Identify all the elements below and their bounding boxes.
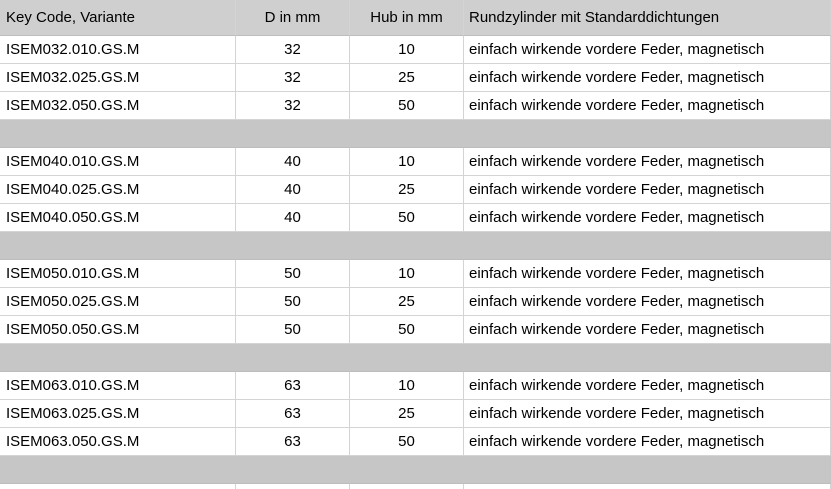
stroke-cell[interactable]: 50	[350, 204, 464, 232]
diameter-cell[interactable]: 63	[236, 372, 350, 400]
stroke-cell[interactable]: 50	[350, 316, 464, 344]
stroke-cell[interactable]: 50	[350, 92, 464, 120]
description-cell[interactable]: einfach wirkende vordere Feder, magnetisch	[464, 204, 831, 232]
diameter-cell[interactable]: 63	[236, 428, 350, 456]
diameter-cell[interactable]: 63	[236, 400, 350, 428]
description-cell[interactable]: einfach wirkende vordere Feder, magnetisch	[464, 260, 831, 288]
header-key-code[interactable]: Key Code, Variante	[0, 0, 236, 36]
key-code-cell[interactable]: ISEM063.050.GS.M	[0, 428, 236, 456]
header-diameter[interactable]: D in mm	[236, 0, 350, 36]
separator-cell[interactable]	[236, 232, 350, 260]
stroke-cell[interactable]: 25	[350, 176, 464, 204]
description-cell[interactable]: einfach wirkende vordere Feder, magnetisch	[464, 64, 831, 92]
description-cell[interactable]: einfach wirkende vordere Feder, magnetisch	[464, 316, 831, 344]
separator-cell[interactable]	[0, 456, 236, 484]
stroke-cell[interactable]: 25	[350, 64, 464, 92]
key-code-cell[interactable]: ISEM040.010.GS.M	[0, 148, 236, 176]
description-cell[interactable]: einfach wirkende vordere Feder, magnetisch	[464, 428, 831, 456]
separator-cell[interactable]	[0, 232, 236, 260]
description-cell[interactable]: einfach wirkende vordere Feder, magnetisch	[464, 148, 831, 176]
description-cell[interactable]: einfach wirkende vordere Feder, magnetisch	[464, 36, 831, 64]
diameter-cell[interactable]: 40	[236, 176, 350, 204]
description-cell[interactable]: einfach wirkende vordere Feder, magnetisch	[464, 400, 831, 428]
key-code-cell[interactable]: ISEM032.050.GS.M	[0, 92, 236, 120]
stroke-cell[interactable]: 25	[350, 288, 464, 316]
description-cell[interactable]: einfach wirkende vordere Feder, magnetisch	[464, 372, 831, 400]
stroke-cell[interactable]: 10	[350, 36, 464, 64]
stroke-cell[interactable]: 50	[350, 428, 464, 456]
stroke-cell[interactable]: 10	[350, 372, 464, 400]
key-code-cell[interactable]: ISEM050.025.GS.M	[0, 288, 236, 316]
separator-cell[interactable]	[464, 456, 831, 484]
separator-cell[interactable]	[350, 120, 464, 148]
stroke-cell[interactable]: 25	[350, 400, 464, 428]
description-cell[interactable]: einfach wirkende vordere Feder, magnetisch	[464, 92, 831, 120]
separator-cell[interactable]	[350, 344, 464, 372]
key-code-cell[interactable]: ISEM040.050.GS.M	[0, 204, 236, 232]
empty-cell[interactable]	[236, 484, 350, 489]
key-code-cell[interactable]: ISEM032.025.GS.M	[0, 64, 236, 92]
key-code-cell[interactable]: ISEM063.010.GS.M	[0, 372, 236, 400]
diameter-cell[interactable]: 50	[236, 288, 350, 316]
key-code-cell[interactable]: ISEM032.010.GS.M	[0, 36, 236, 64]
separator-cell[interactable]	[464, 232, 831, 260]
key-code-cell[interactable]: ISEM050.010.GS.M	[0, 260, 236, 288]
empty-cell[interactable]	[464, 484, 831, 489]
diameter-cell[interactable]: 50	[236, 316, 350, 344]
description-cell[interactable]: einfach wirkende vordere Feder, magnetisch	[464, 176, 831, 204]
description-cell[interactable]: einfach wirkende vordere Feder, magnetisch	[464, 288, 831, 316]
stroke-cell[interactable]: 10	[350, 148, 464, 176]
diameter-cell[interactable]: 50	[236, 260, 350, 288]
diameter-cell[interactable]: 32	[236, 92, 350, 120]
empty-cell[interactable]	[350, 484, 464, 489]
separator-cell[interactable]	[236, 344, 350, 372]
header-stroke[interactable]: Hub in mm	[350, 0, 464, 36]
separator-cell[interactable]	[236, 456, 350, 484]
key-code-cell[interactable]: ISEM063.025.GS.M	[0, 400, 236, 428]
separator-cell[interactable]	[464, 344, 831, 372]
diameter-cell[interactable]: 32	[236, 36, 350, 64]
separator-cell[interactable]	[236, 120, 350, 148]
separator-cell[interactable]	[0, 344, 236, 372]
key-code-cell[interactable]: ISEM040.025.GS.M	[0, 176, 236, 204]
stroke-cell[interactable]: 10	[350, 260, 464, 288]
diameter-cell[interactable]: 40	[236, 204, 350, 232]
separator-cell[interactable]	[350, 456, 464, 484]
separator-cell[interactable]	[350, 232, 464, 260]
key-code-cell[interactable]: ISEM050.050.GS.M	[0, 316, 236, 344]
diameter-cell[interactable]: 32	[236, 64, 350, 92]
separator-cell[interactable]	[0, 120, 236, 148]
empty-cell[interactable]	[0, 484, 236, 489]
header-description[interactable]: Rundzylinder mit Standarddichtungen	[464, 0, 831, 36]
diameter-cell[interactable]: 40	[236, 148, 350, 176]
separator-cell[interactable]	[464, 120, 831, 148]
